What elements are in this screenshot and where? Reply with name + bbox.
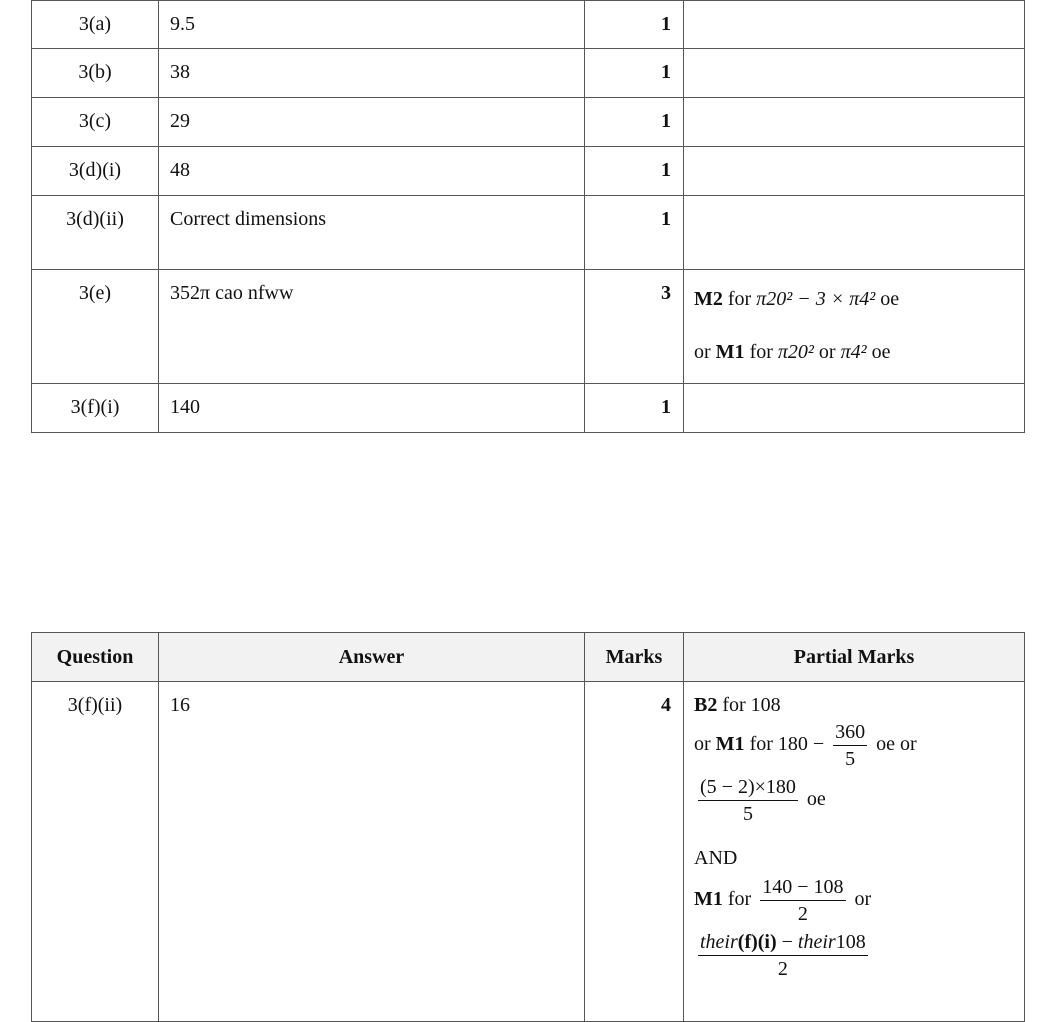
question-cell: 3(a) [32, 1, 159, 49]
partial-marks-cell [684, 147, 1025, 196]
partial-marks-cell [684, 98, 1025, 147]
partial-marks-cell [684, 384, 1025, 433]
answer-cell: 352π cao nfww [159, 270, 585, 384]
marks-cell: 1 [585, 98, 684, 147]
partial-mark-line: M1 for $\frac{140 - 108}{2}$ or [694, 876, 872, 925]
partial-marks-cell [684, 682, 1025, 1022]
header-answer: Answer [159, 633, 585, 682]
marks-cell: 1 [585, 49, 684, 98]
marks-cell: 1 [585, 384, 684, 433]
mark-scheme-table-2 [31, 632, 1025, 1022]
partial-marks-cell [684, 270, 1025, 384]
fraction: $\frac{140 - 108}{2}$ [762, 876, 844, 925]
partial-marks-cell [684, 49, 1025, 98]
partial-marks-cell [684, 1, 1025, 49]
table-row [32, 147, 1025, 196]
marks-cell: 1 [585, 196, 684, 270]
partial-mark-line [694, 931, 1014, 980]
marks-cell: 4 [585, 682, 684, 1022]
answer-cell: 9.5 [159, 1, 585, 49]
partial-mark-line: or M1 for π20² or π4² oe [694, 341, 891, 363]
table-row [32, 682, 1025, 1022]
partial-marks-cell [684, 196, 1025, 270]
header-marks: Marks [585, 633, 684, 682]
answer-cell: 16 [159, 682, 585, 1022]
question-cell: 3(f)(ii) [32, 682, 159, 1022]
answer-cell: Correct dimensions [159, 196, 585, 270]
answer-cell: 140 [159, 384, 585, 433]
and-label: AND [694, 847, 738, 869]
table-row [32, 1, 1025, 49]
marks-cell: 1 [585, 147, 684, 196]
question-cell: 3(e) [32, 270, 159, 384]
partial-mark-line: or M1 for 180 − $\frac{360}{5}$ oe or [694, 721, 917, 770]
fraction: $\frac{360}{5}$ [835, 721, 866, 770]
question-cell: 3(d)(i) [32, 147, 159, 196]
table-row [32, 196, 1025, 270]
mark-scheme-table-1 [31, 0, 1025, 433]
partial-mark-line: B2 for 108 [694, 694, 781, 716]
answer-cell: 48 [159, 147, 585, 196]
header-question: Question [32, 633, 159, 682]
question-cell: 3(f)(i) [32, 384, 159, 433]
partial-mark-line: M2 for π20² − 3 × π4² oe [694, 288, 900, 310]
answer-cell: 38 [159, 49, 585, 98]
partial-mark-line: $\frac{(5 - 2)\times 180}{5}$ oe [700, 776, 826, 825]
table-row [32, 270, 1025, 384]
marks-cell: 3 [585, 270, 684, 384]
question-cell: 3(d)(ii) [32, 196, 159, 270]
answer-cell: 29 [159, 98, 585, 147]
question-cell: 3(c) [32, 98, 159, 147]
marks-cell: 1 [585, 1, 684, 49]
table-row [32, 384, 1025, 433]
header-partial-marks: Partial Marks [684, 633, 1025, 682]
fraction: $\frac{(5 - 2)\times 180}{5}$ [700, 776, 796, 825]
header-row [32, 633, 1025, 682]
table-row [32, 98, 1025, 147]
fraction: $\frac{\text{their(f)(i) − their108}}{2}$ [700, 931, 866, 980]
table-row [32, 49, 1025, 98]
question-cell: 3(b) [32, 49, 159, 98]
